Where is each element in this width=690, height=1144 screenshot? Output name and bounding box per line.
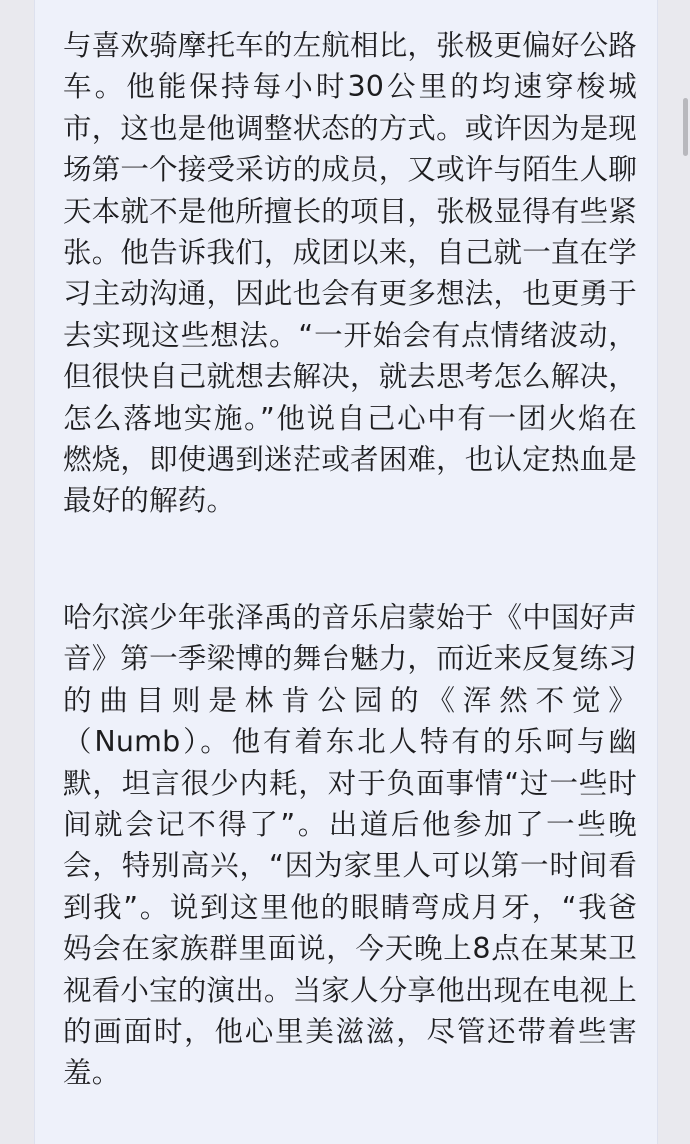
scrollbar-thumb[interactable] [683, 98, 688, 156]
article-card [34, 0, 658, 1144]
article-paragraph-1: 与喜欢骑摩托车的左航相比，张极更偏好公路车。他能保持每小时30公里的均速穿梭城市，这也是他调整状态的方式。或许因为是现场第一个接受采访的成员，又或许与陌生人聊天本就不是他所擅长的项目，张极显得有些紧张。他告诉我们，成团以来，自己就一直在学习主动沟通，因此也会有更多想法，也更勇于去实现这些想法。“一开始会有点情绪波动，但很快自己就想去解决，就去思考怎么解决，怎么落地实施。”他说自己心中有一团火焰在燃烧，即使遇到迷茫或者困难，也认定热血是最好的解药。 [63, 29, 638, 518]
article-paragraph-2: 哈尔滨少年张泽禹的音乐启蒙始于《中国好声音》第一季梁博的舞台魅力，而近来反复练习的曲目则是林肯公园的《浑然不觉》（Numb）。他有着东北人特有的乐呵与幽默，坦言很少内耗，对于负面事情“过一些时间就会记不得了”。出道后他参加了一些晚会，特别高兴，“因为家里人可以第一时间看到我”。说到这里他的眼睛弯成月牙，“我爸妈会在家族群里面说，今天晚上8点在某某卫视看小宝的演出。当家人分享他出现在电视上的画面时，他心里美滋滋，尽管还带着些害羞。 [63, 601, 638, 1090]
